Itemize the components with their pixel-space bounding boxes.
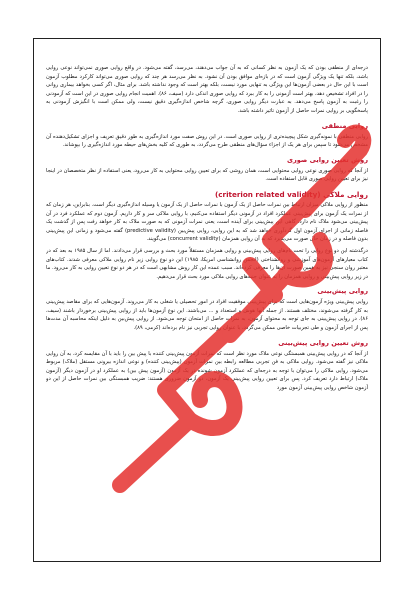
heading-face-validity-method: روش تعیین روایی صوری: [286, 155, 368, 164]
heading-criterion-validity: روایی ملاکی (criterion related validity): [214, 189, 368, 199]
paragraph-intro: درجه‌ای از منطقی بودن که یک آزمون به نظر کسانی که به آن جواب می‌دهند، می‌رسد، گفته می‌شود. در واقع روایی صوری نمی‌تواند نوعی روایی باشد، بلکه تنها یک ویژگی آزمون است که در بازه‌ای موافق بودن آن نشود. به نظر می‌رسد هر چند که روایی صوری می‌تواند کارکرد مطلوب آزمون است با این حال در بعضی آزمون‌ها این ویژگی به تنهایی مورد نیست، بلکه بهتر است که وجود نداشته باشد. برای مثال، اگر کسی بخواهد بیماری روانی را در افراد تشخیص دهد، بهتر است آزمونی را به کار ببرد که روایی صوری اندکی دارد (سیف، ۸۶). اهمیت انجام روایی صوری در این است که آزمودنی را رغبت به آزمون پاسخ می‌دهد. به عبارت دیگر روایی صوری، گرچه شاخص اندازه‌گیری دقیق نیست، ولی ممکن است با انگیزش آزمودنی به پاسخگویی بر روایی نمرات حاصل از آزمون تاثیر داشته باشد.: [46, 65, 368, 114]
paragraph-predictive-validity: روایی پیش‌بینی ویژه آزمون‌هایی است که برای پیش‌بینی موفقیت افراد در امور تحصیلی یا شغلی به کار می‌روند. آزمون‌هایی که برای مقاصد پیش‌بینی به کار گرفته می‌شوند، مختلف هستند. از جمله آنها هوش و استعداد و ... می‌باشند. این نوع آزمون‌ها باید از روایی پیش‌بینی برخوردار باشند (سیف، ۸۶). در روایی پیش‌بینی به جای توجه به محتوای آزمون، به نمرات حاصل از امتحان توجه می‌شود. از روایی پیش‌بین به دلیل اینکه محاسبه آن مدت‌ها پس از اجرای آزمون و طی تجربیات خاصی ممکن می‌گردد، با عنوان روایی تجربی نیز نام برده‌اند (کرمی، ۸۹).: [46, 299, 368, 332]
heading-predictive-validity: روایی پیش‌بینی: [317, 287, 368, 296]
heading-logical-validity: روایی منطقی: [321, 121, 368, 130]
paragraph-criterion-validity-2: درگذشته این دو نوع روایی را تحت نام‌های روایی پیش‌بینی و روایی همزمان مستقلاً مورد بحث و بررسی قرار می‌دادند. اما از سال ۱۹۸۵ به بعد که در کتاب معیارهای آزمون‌های آموزشی و روانشناختی (انجمن روانشناسی امریکا، ۱۹۸۵) این دو نوع روایی زیر نام روایی ملاکی معرفی شدند. کتاب‌های معتبر روان سنجی نیز به همین صورت آن‌ها را معرفی کرده‌اند. سبب عمده این کار روش مشابهی است که در هر دو نوع تعیین روایی به کار می‌رود. ما در زیر روایی پیش‌بینی و روایی همزمان را به عنوان جنبه‌های روایی ملاکی مورد بحث قرار می‌دهیم.: [46, 247, 368, 280]
document-body: [46, 64, 368, 560]
paragraph-face-validity-method: از آنجا که روایی صوری نوعی روایی محتوایی است، همان روشی که برای تعیین روایی محتوایی به کار می‌رود، یعنی استفاده از نظر متخصصان در اینجا نیز برای تعیین روایی صوری قابل استفاده است.: [46, 167, 368, 183]
heading-predictive-validity-method: روش تعیین روایی پیش‌بینی: [278, 338, 368, 347]
paragraph-criterion-validity-1: منظور از روایی ملاکی میزان ارتباط بین نمرات حاصل از یک آزمون با نمرات حاصل از یک آزمون یا وسیله اندازه‌گیری دیگر است. بنابراین، هر زمان که از نمرات یک آزمون برای پیش‌بینی عملکرد افراد در آزمونی دیگر استفاده می‌کنیم، با روایی ملاکی سر و کار داریم. آزمون دوم که عملکرد فرد در آن پیش‌بینی می‌شود ملاک نام دارد. گاهی این پیش‌بینی برای آینده است، یعنی نمرات آزمونی که به صورت ملاک به کار خواهد رفت پس از گذشت یک فاصله زمانی از اجرای آزمون اول گردآوری خواهد شد که به این روایی، روایی پیش‌بین (predictive validity) گفته می‌شود و زمانی این پیش‌بینی بدون فاصله و در زمان حال صورت می‌پذیرد که به آن روایی همزمان (concurrent validity) می‌گویند.: [46, 201, 368, 243]
paragraph-logical-validity: روایی منطقی با نمونه‌گیری شکل پیچیده‌تری از روایی صوری است. در این روش صفت مورد اندازه‌گیری به طور دقیق تعریف و اجزای تشکیل‌دهنده آن مشخص می‌شود تا سپس برای هر یک از اجزاء سؤال‌های منطقی طرح می‌گردد، به طوری که کلیه بخش‌های حیطه مورد اندازه‌گیری را بپوشاند.: [46, 133, 368, 149]
paragraph-predictive-validity-method: از آنجا که در روایی پیش‌بینی همبستگی نوعی ملاک مورد نظر است که نمرات آزمون پیش‌بینی کننده با پیش بین را باید با آن مقایسه کرد، به آن روایی ملاکی نیز گفته می‌شود. روایی ملاکی به فن تجربی مطالعه رابطه بین نمرات آزمون (پیش‌بینی کننده) و نوعی اندازه بیرونی مستقل (ملاک) مربوط می‌شود. روایی ملاکی را می‌توان با توجه به درجه‌ای که عملکرد آزمون شونده در یک آزمون (آزمون پیش بین) به عملکرد او در آزمون دیگر (آزمون ملاک) ارتباط دارد تعریف کرد. پس برای تعیین روایی پیش‌بینی یک آزمون، دو آزمون ضروری هستند: ضریب همبستگی بین نمرات حاصل از این دو آزمون شاخص روایی پیش‌بینی آزمون مورد: [46, 350, 368, 392]
